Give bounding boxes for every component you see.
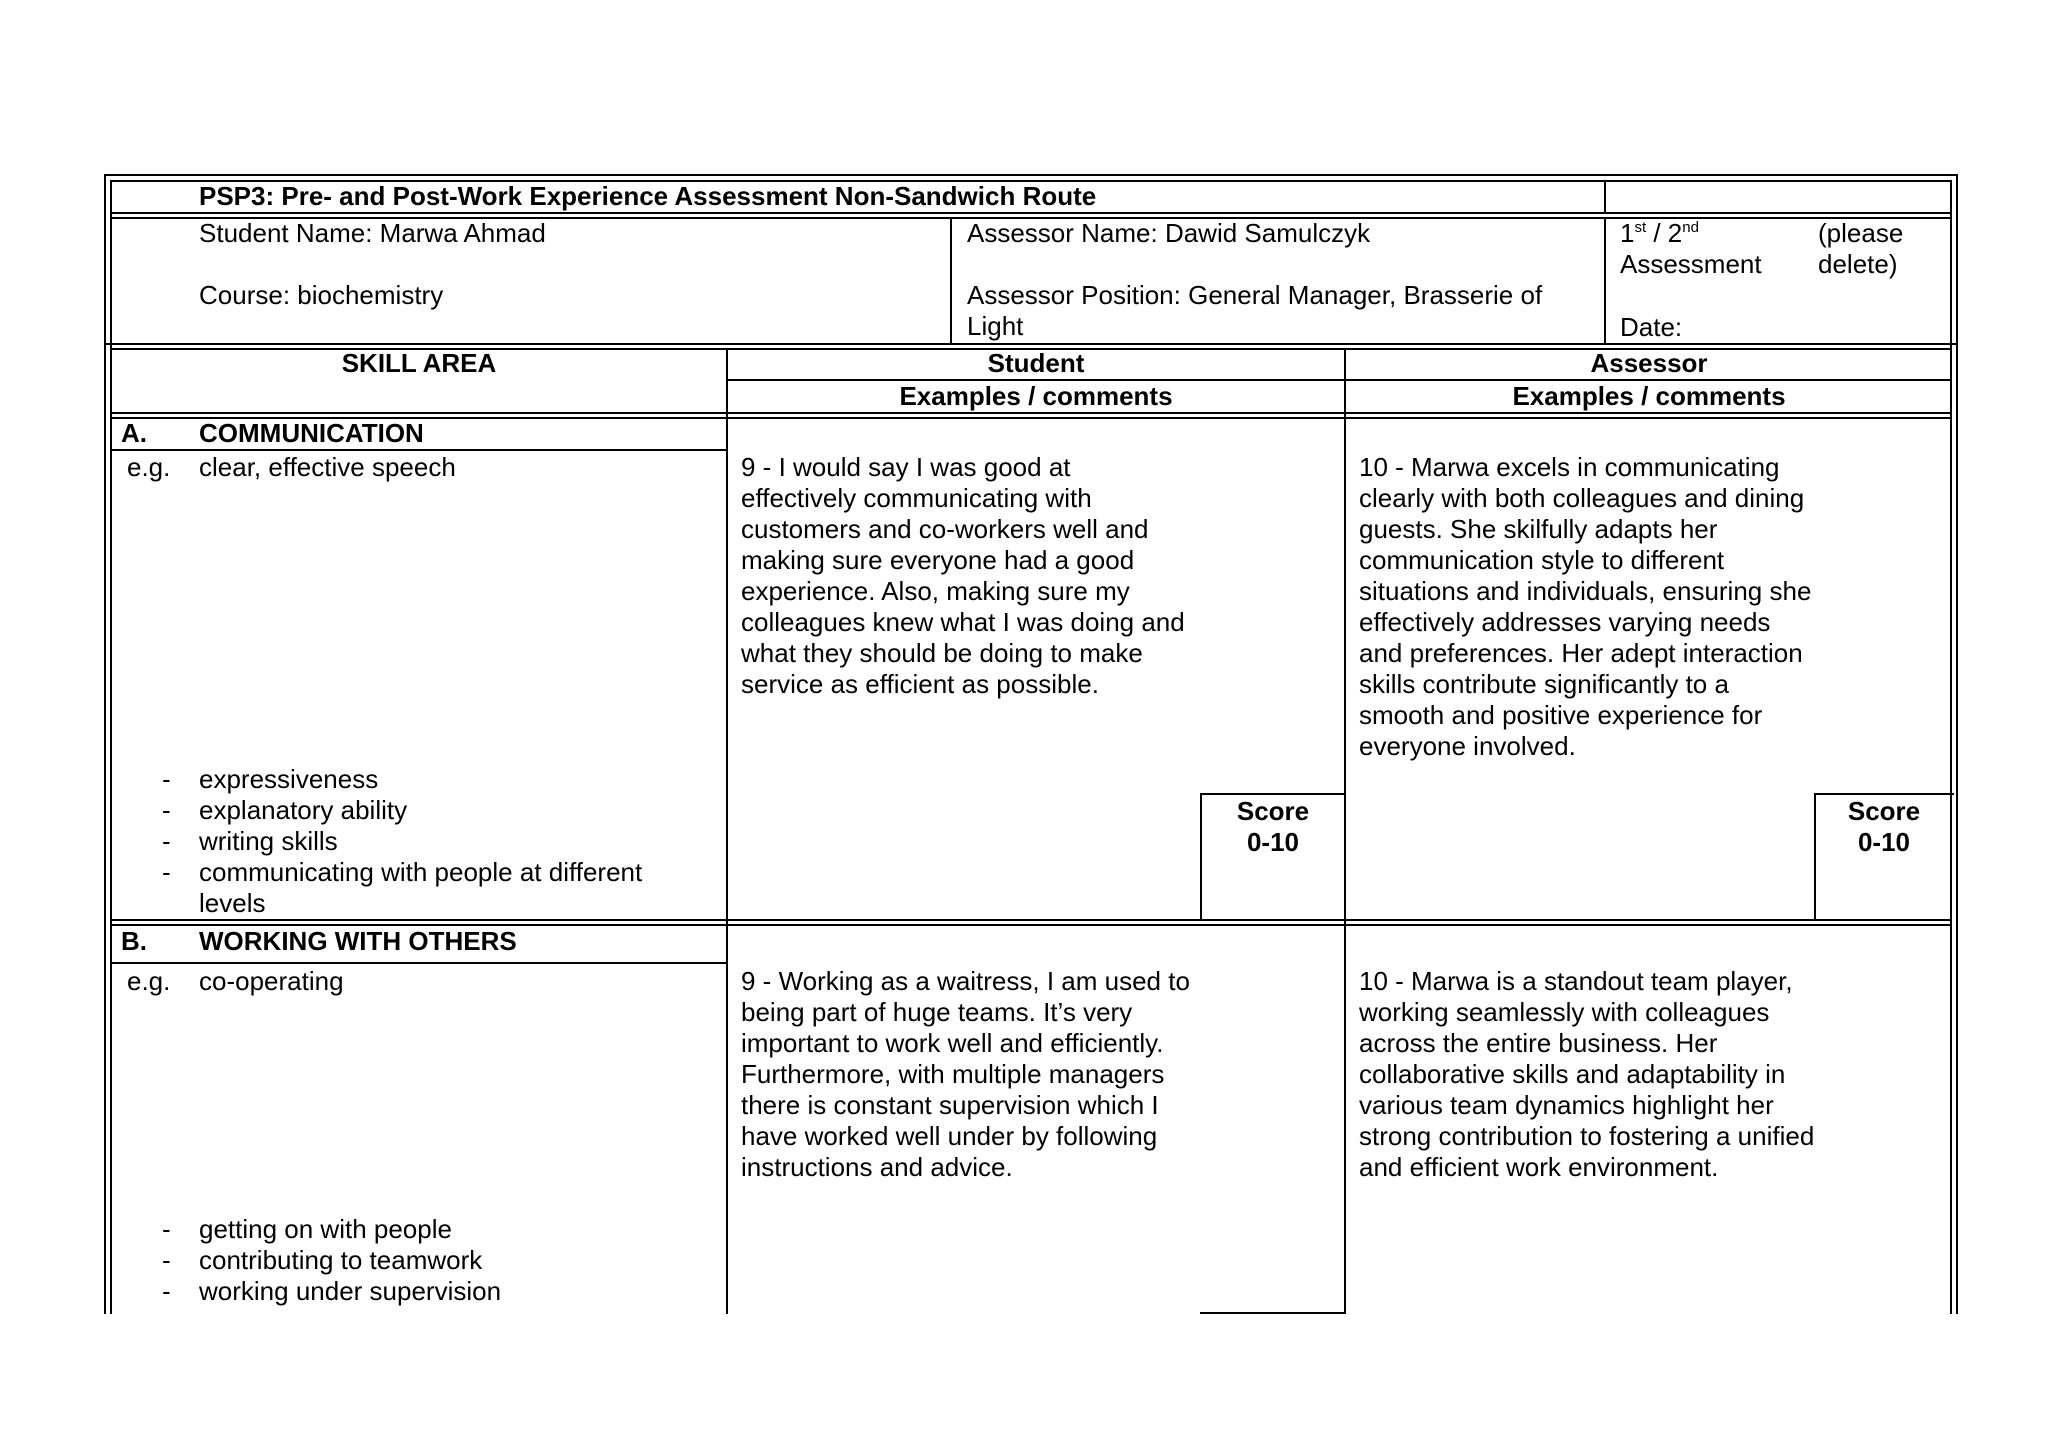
list-item: communicating with people at different levels [199,857,643,918]
assessor-name: Assessor Name: Dawid Samulczyk [967,218,1371,248]
student-score-label: Score [1236,796,1310,826]
rule [950,217,952,343]
list-item: contributing to teamwork [199,1245,483,1275]
section-b-eg-text: co-operating [199,966,344,996]
section-b-letter: B. [121,926,147,956]
section-a-eg: e.g. [127,452,171,482]
list-item: writing skills [199,826,338,856]
list-item: working under supervision [199,1276,502,1306]
section-a-title: COMMUNICATION [199,418,424,448]
student-examples-header: Examples / comments [899,381,1173,411]
date-label: Date: [1620,312,1683,342]
student-score-range: 0-10 [1246,827,1300,857]
bullet-dash: - [162,764,171,794]
bullet-dash: - [162,1214,171,1244]
section-a-eg-text: clear, effective speech [199,452,456,482]
rule [1200,1312,1346,1314]
bullet-dash: - [162,795,171,825]
student-name: Student Name: Marwa Ahmad [199,218,546,248]
rule [110,962,726,964]
assessment-sup-1: st [1634,219,1647,236]
assessment-number [1620,218,1699,249]
student-header: Student [987,348,1085,378]
assessor-header: Assessor [1590,348,1708,378]
section-b-student-comment: 9 - Working as a waitress, I am used to being part of huge teams. It’s very important to work well and efficiently. Furthermore, with multiple managers there is constant supervision which I have worked well under by following instructions and advice. [741,966,1190,1182]
list-item: expressiveness [199,764,379,794]
section-a-student-comment: 9 - I would say I was good at effectively communicating with customers and co-workers well and making sure everyone had a good experience. Also, making sure my colleagues knew what I was doing and what they should be doing to make service as efficient as possible. [741,452,1185,699]
rule [110,449,726,451]
assessment-word: Assessment [1620,249,1762,279]
bullet-dash: - [162,1276,171,1306]
rule [1604,180,1606,212]
assessor-score-range: 0-10 [1857,827,1911,857]
assessment-ordinal-1: 1 [1620,218,1635,248]
course: Course: biochemistry [199,280,444,310]
section-b-title: WORKING WITH OTHERS [199,926,517,956]
rule [104,343,1958,345]
list-item: getting on with people [199,1214,452,1244]
assessor-examples-header: Examples / comments [1512,381,1786,411]
skill-area-header: SKILL AREA [341,348,497,378]
rule [110,919,1952,921]
section-a-letter: A. [121,418,147,448]
section-b-eg: e.g. [127,966,171,996]
assessor-score-label: Score [1847,796,1921,826]
rule [110,412,1952,414]
bullet-dash: - [162,826,171,856]
assessment-separator: / 2 [1646,218,1683,248]
section-a-assessor-comment: 10 - Marwa excels in communicating clearly with both colleagues and dining guests. She skilfully adapts her communication style to different situations and individuals, ensuring she effectively addresses varying needs and preferences. Her adept interaction skills contribute significantly to a smooth and positive experience for everyone involved. [1359,452,1812,761]
bullet-dash: - [162,1245,171,1275]
list-item: explanatory ability [199,795,408,825]
form-title: PSP3: Pre- and Post-Work Experience Assessment Non-Sandwich Route [199,181,1097,211]
rule [726,348,728,1314]
rule [1604,217,1606,343]
assessor-position: Assessor Position: General Manager, Brasserie of Light [967,280,1543,341]
rule [110,212,1952,214]
bullet-dash: - [162,857,171,887]
section-b-assessor-comment: 10 - Marwa is a standout team player, working seamlessly with colleagues across the entire business. Her collaborative skills and adaptability in various team dynamics highlight her strong contribution to fostering a unified and efficient work environment. [1359,966,1815,1182]
assessment-note: (please delete) [1818,218,1904,279]
assessment-sup-2: nd [1682,219,1699,236]
